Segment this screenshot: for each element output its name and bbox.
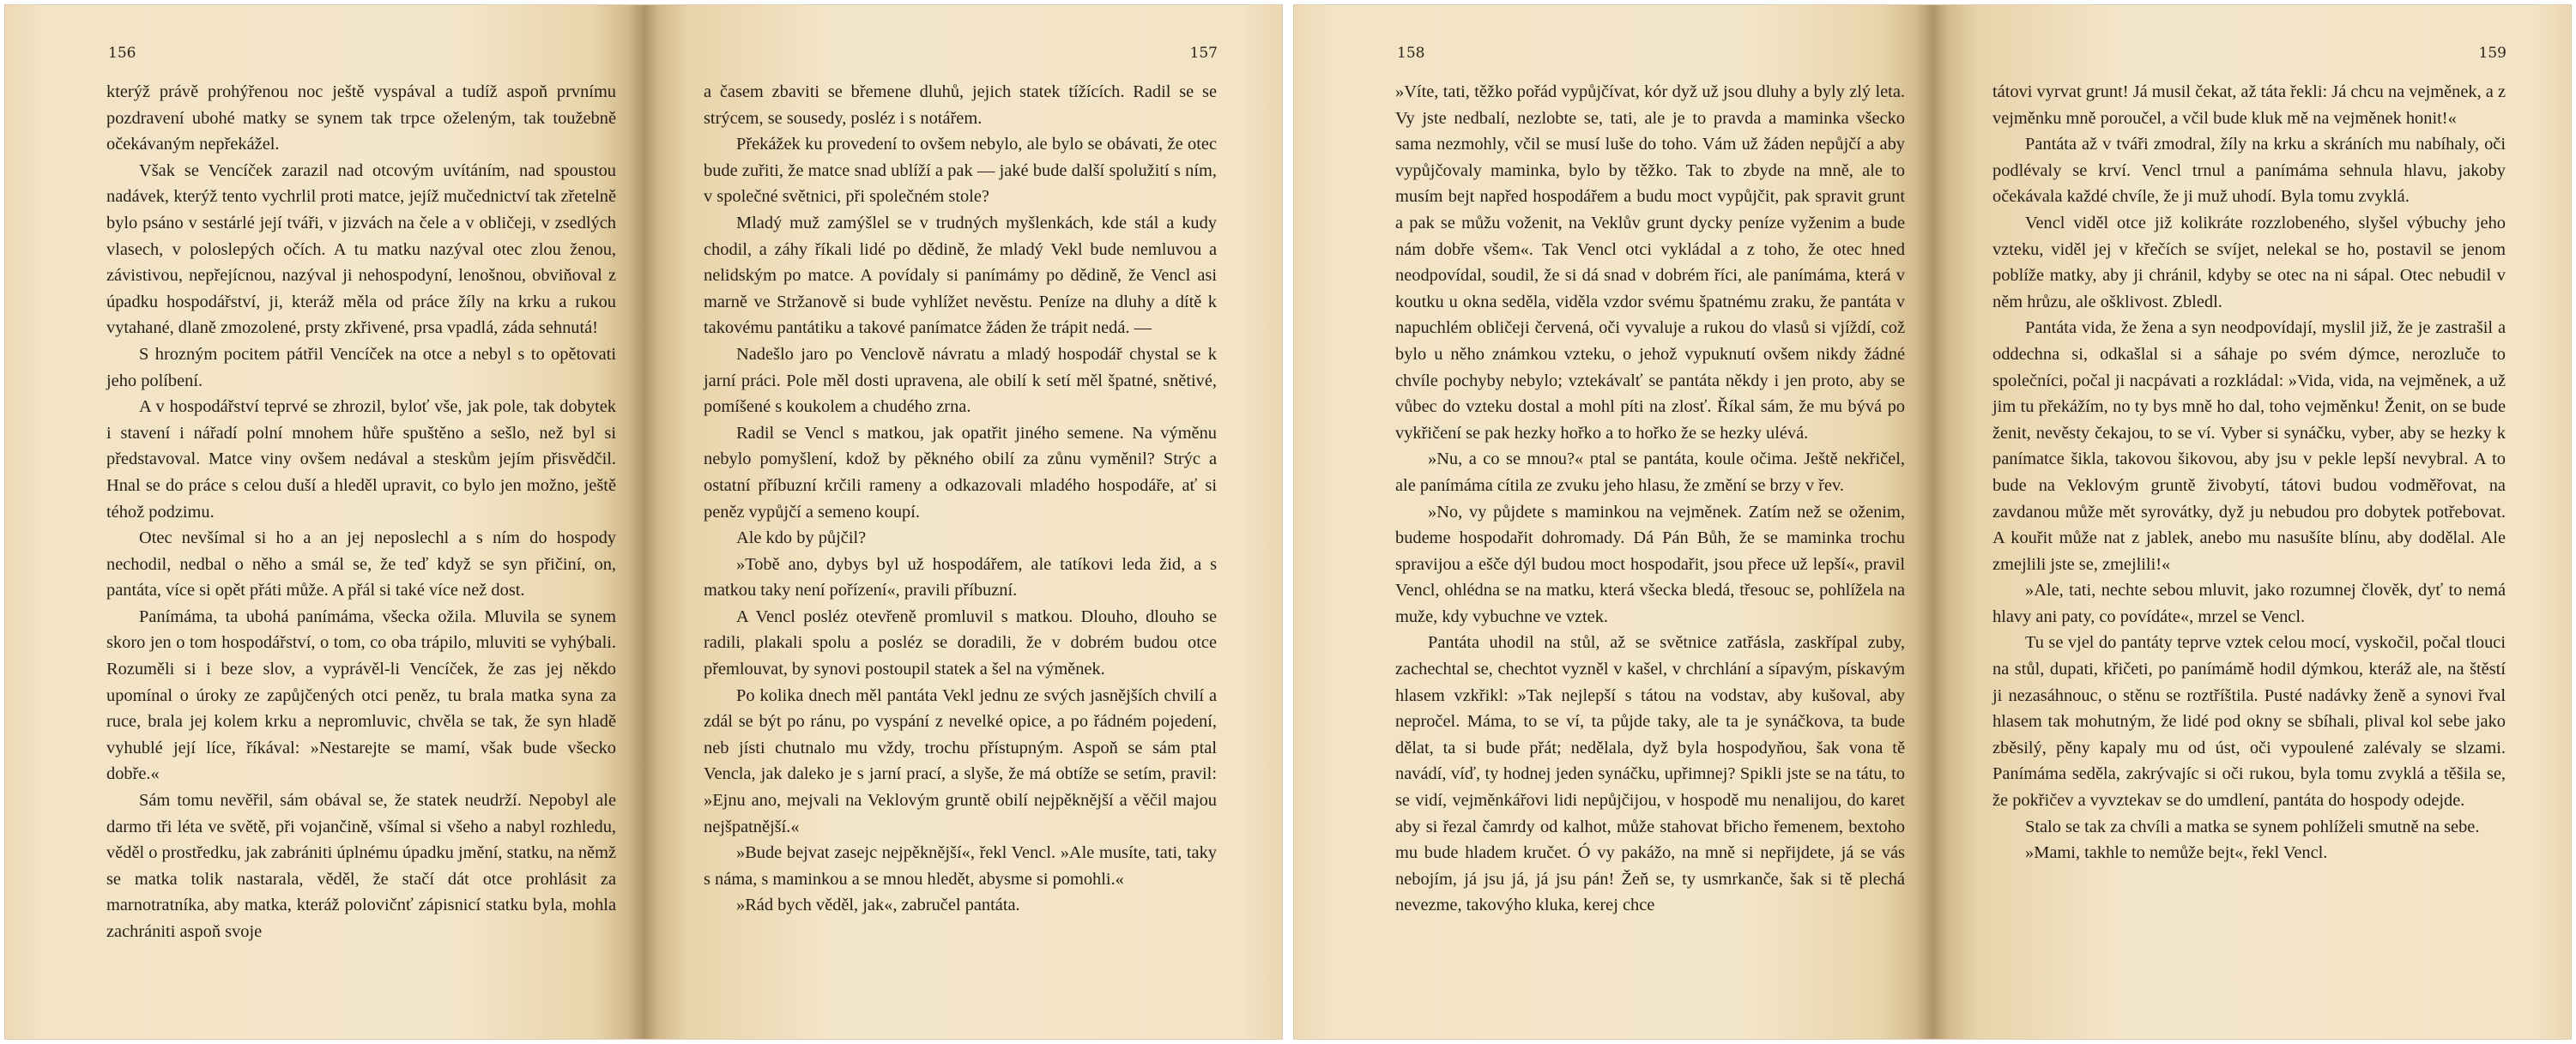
paragraph: Stalo se tak za chvíli a matka se synem pohlíželi smutně na sebe. bbox=[2025, 817, 2480, 836]
paragraph: Pantáta uhodil na stůl, až se světnice zatřásla, zaskřípal zuby, zachechtal se, chechtot vyzněl v kašel, v chrchlání a sípavým, pískavým hlasem vzkřikl: »Tak nejlepší s tátou na vodstav, aby kušoval, aby nepročel. Máma, to se ví, ta půjde taky, ale ta je synáčkova, ta bude dělat, ta si bude přát; nedělala, dyž byla hospodyňou, šak vona tě navádí, víď, ty hodnej jeden synáčku, upřimnej? Spikli jste se na tátu, to se vidí, vejměnkářovi lidi nepůjčijou, v hospodě mu nenalijou, do karet aby si řezal čamrdy od kalhot, může stahovat břicho řemenem, bextoho mu bude hladem kručet. Ó vy pakážo, na mně si nepřijdete, já se vás nebojím, já jsu já, já jsu pán! Žeň se, ty usmrkanče, šak si tě plechá nevezme, takovýho kluka, kerej chce bbox=[1395, 633, 1905, 915]
paragraph: Mladý muž zamýšlel se v trudných myšlenkách, kde stál a kudy chodil, a záhy říkali lidé po dědině, že mladý Vekl bude nemluvou a nelidským po matce. A povídaly si panímámy po dědině, že Vencl asi marně ve Stržanově si bude vyhlížet nevěstu. Peníze na dluhy a dítě k takovému pantátiku a takové panímatce žáden že trápit nedá. — bbox=[704, 213, 1217, 338]
paragraph: »Tobě ano, dybys byl už hospodářem, ale tatíkovi leda žid, a s matkou taky není pořízení«, pravili příbuzní. bbox=[704, 554, 1217, 600]
paragraph: kterýž právě prohýřenou noc ještě vyspával a tudíž aspoň prvnímu pozdravení ubohé matky se synem tak trpce oželeným, tak toužebně očekávaným nepřekážel. bbox=[106, 82, 616, 154]
paragraph: Však se Vencíček zarazil nad otcovým uvítáním, nad spoustou nadávek, kterýž tento vychrlil proti matce, jejíž mučednictví tak zřetelně bylo psáno v sestárlé její tváři, v jizvách na čele a v obličeji, v zsedlých vlasech, v poloslepých očích. A tu matku nazýval otec zlou ženou, závistivou, nepřejícnou, nazýval ji nehospodyní, lenošnou, obviňoval z úpadku hospodářství, ji, kteráž měla od práce žíly na krku a rukou vytahané, dlaně zmozolené, prsty zkřivené, prsa vpadlá, záda sehnutá! bbox=[106, 160, 616, 338]
page-158 bbox=[1294, 5, 1932, 1039]
paragraph: »Mami, takhle to nemůže bejt«, řekl Vencl. bbox=[2025, 843, 2328, 863]
book-spread-2 bbox=[1294, 5, 2571, 1039]
paragraph: »Nu, a co se mnou?« ptal se pantáta, koule očima. Ještě nekřičel, ale panímáma cítila ze zvuku jeho hlasu, že změní se brzy v řev. bbox=[1395, 450, 1905, 495]
paragraph: »Bude bejvat zasejc nejpěknější«, řekl Vencl. »Ale musíte, tati, taky s náma, s maminkou a se mnou hledět, abysme si pomohli.« bbox=[704, 843, 1217, 889]
page-number: 159 bbox=[2478, 45, 2506, 62]
paragraph: Pantáta vida, že žena a syn neodpovídají, myslil již, že je zastrašil a oddechna si, odkašlal si a sáhaje po svém dýmce, nerozluče to společníci, počal ji nacpávati a rozkládal: »Vida, vida, na vejměnek, a už jim tu překážím, no ty bys mně ho dal, toho vejměnku! Ženit, on se bude ženit, nevěsty čekajou, to se ví. Vyber si synáčku, vyber, aby se hezky k panímatce šikla, takovou šikovou, aby jsu v pekle lepší nevybral. A to bude na Veklovým gruntě živobytí, tátovi budou vodměřovat, na zavdanou může mět syrovátky, dyž ju nebudou pro dobytek potřebovat. A kouřit může nat z jablek, anebo mu nasušíte blínu, aby dodělal. Ale zmejlili jste se, zmejlili!« bbox=[1992, 318, 2506, 574]
paragraph: Otec nevšímal si ho a an jej neposlechl a s ním do hospody nechodil, nedbal o něho a smál se, že teď když se syn přičiní, on, pantáta, více si opět přáti může. A přál si také více než dost. bbox=[106, 528, 616, 600]
page-text bbox=[106, 79, 616, 945]
paragraph: S hrozným pocitem pátřil Vencíček na otce a nebyl s to opětovati jeho políbení. bbox=[106, 344, 616, 390]
page-text bbox=[1395, 79, 1905, 919]
book-spread-1 bbox=[5, 5, 1282, 1039]
paragraph: Pantáta až v tváři zmodral, žíly na krku a skráních mu nabíhaly, oči podlévaly se krví. Vencl trnul a panímáma sehnula hlavu, jakoby očekávala každé chvíle, že ji muž uhodí. Byla tomu zvyklá. bbox=[1992, 135, 2506, 207]
page-text bbox=[704, 79, 1217, 919]
paragraph: a časem zbaviti se břemene dluhů, jejich statek tížících. Radil se se strýcem, se sousedy, posléz i s notářem. bbox=[704, 82, 1217, 128]
page-number: 157 bbox=[1189, 45, 1218, 62]
paragraph: »No, vy půjdete s maminkou na vejměnek. Zatím než se oženim, budeme hospodařit dohromady. Dá Pán Bůh, že se maminka trochu spravijou a ešče dýl budou moct hospodařit, jsou přece už lepší«, pravil Vencl, ohlédna se na matku, která všecka bledá, třesouc se, pohlížela na muže, kdy vybuchne ve vztek. bbox=[1395, 502, 1905, 626]
paragraph: »Rád bych věděl, jak«, zabručel pantáta. bbox=[736, 896, 1020, 915]
paragraph: Sám tomu nevěřil, sám obával se, že statek neudrží. Nepobyl ale darmo tři léta ve světě, při vojančině, všímal si všeho a nabyl rozhledu, věděl o prostředku, jak zabrániti úplnému úpadku jmění, statku, na němž se matka tolik nastarala, věděl, že stačí dát otce prohlásit za marnotratníka, aby matka, kteráž polovičnť zápisnicí statku byla, mohla zachrániti aspoň svoje bbox=[106, 791, 616, 941]
paragraph: Nadešlo jaro po Venclově návratu a mladý hospodář chystal se k jarní práci. Pole měl dosti upravena, ale obilí k setí měl špatné, snětivé, pomíšené s koukolem a chudého zrna. bbox=[704, 344, 1217, 417]
paragraph: Vencl viděl otce již kolikráte rozzlobeného, slyšel výbuchy jeho vzteku, viděl jej v křečích se svíjet, nelekal se ho, postavil se jenom poblíže matky, aby ji chránil, kdyby se otec na ni sápal. Otec nebudil v něm hrůzu, ale ošklivost. Zbledl. bbox=[1992, 213, 2506, 311]
paragraph: Tu se vjel do pantáty teprve vztek celou mocí, vyskočil, počal tlouci na stůl, dupati, křičeti, po panímámě hodil dýmkou, kteráž ale, na štěstí ji nezasáhnouc, o stěnu se roztříštila. Pusté nadávky ženě a synovi řval hlasem tak mohutným, že lidé pod okny se sbíhali, plival kol sebe jako zběsilý, pěny kapaly mu od úst, oči vypoulené zalévaly se slzami. Panímáma seděla, zakrývajíc si oči rukou, byla tomu zvyklá a těšila se, že pokřičev a vyvztekav se do umdlení, pantáta do hospody odejde. bbox=[1992, 633, 2506, 811]
page-number: 156 bbox=[108, 45, 136, 62]
spine-shadow bbox=[628, 5, 644, 1039]
page-157 bbox=[644, 5, 1282, 1039]
spine-shadow bbox=[1932, 5, 1948, 1039]
paragraph: A v hospodářství teprvé se zhrozil, byloť vše, jak pole, tak dobytek i stavení i nářadí polní mnohem hůře spuštěno a sešlo, než byl si představoval. Matce viny ovšem nedával a steskům jejím přisvědčil. Hnal se do práce s celou duší a hleděl upravit, co bylo jen možno, ještě téhož podzimu. bbox=[106, 397, 616, 522]
page-159 bbox=[1932, 5, 2571, 1039]
spine-shadow bbox=[1917, 5, 1932, 1039]
paragraph: A Vencl posléz otevřeně promluvil s matkou. Dlouho, dlouho se radili, plakali spolu a posléz se doradili, že v dobrém budou otce přemlouvat, by synovi postoupil statek a šel na výměnek. bbox=[704, 606, 1217, 679]
paragraph: Po kolika dnech měl pantáta Vekl jednu ze svých jasnějších chvilí a zdál se být po ránu, po vyspání z nevelké opice, a po řádném pojedení, neb jísti chutnalo mu vždy, trochu přístupným. Aspoň se sám ptal Vencla, jak daleko je s jarní prací, a slyše, že má obtíže se setím, pravil: »Ejnu ano, mejvali na Veklovým gruntě obilí nejpěknější a věčil majou nejšpatnější.« bbox=[704, 685, 1217, 836]
paragraph: »Víte, tati, těžko pořád vypůjčívat, kór dyž už jsou dluhy a byly zlý leta. Vy jste nedbalí, nezlobte se, tati, ale je to pravda a maminka všecko sama nezmohly, včil se musí luše do toho. Vám už žáden nepůjčí a aby vypůjčovaly maminka, bylo by těžko. Tak to zbyde na mně, ale to musím bejt napřed hospodářem a budu moct vypůjčit, pak spravit grunt a pak se můžu voženit, na Veklův grunt dycky peníze vyženim a bude nám dobře všem«. Tak Vencl otci vykládal a z toho, že otec hned neodpovídal, soudil, že si dá snad v dobrém říci, ale panímáma, která v koutku u okna seděla, viděla vzdor svému špatnému zraku, že pantáta v napuchlém obličeji červená, oči vyvaluje a rukou do vlasů si vjíždí, což bylo u něho známkou vzteku, o jehož vypuknutí ovšem nikdy žádné chvíle pochyby nebylo; vztekávalť se pantáta někdy i jen proto, aby se vůbec do vzteku dostal a mohl píti na zlosť. Říkal sám, že mu bývá po vykřičení se pak hezky hořko a to hořko že se hezky ulévá. bbox=[1395, 82, 1905, 443]
page-text bbox=[1992, 79, 2506, 866]
paragraph: »Ale, tati, nechte sebou mluvit, jako rozumnej člověk, dyť to nemá hlavy ani paty, co povídáte«, mrzel se Vencl. bbox=[1992, 581, 2506, 626]
paragraph: Panímáma, ta ubohá panímáma, všecka ožila. Mluvila se synem skoro jen o tom hospodářství, o tom, co oba trápilo, mluviti se vyhýbali. Rozuměli si i beze slov, a vyprávěl-li Vencíček, že zas jej někdo upomínal o úroky ze zapůjčených otci peněz, tu brala matka syna za ruce, brala jej kolem krku a nepromluvic, chvěla se tak, že syn hladě vyhublé její líce, říkával: »Nestarejte se mamí, však bude všecko dobře.« bbox=[106, 606, 616, 784]
paragraph: Ale kdo by půjčil? bbox=[736, 528, 867, 548]
paragraph: tátovi vyrvat grunt! Já musil čekat, až táta řekli: Já chcu na vejměnek, a z vejměnku mně poroučel, a včil bude kluk mě na vejměnek honit!« bbox=[1992, 82, 2506, 128]
page-number: 158 bbox=[1397, 45, 1425, 62]
paragraph: Radil se Vencl s matkou, jak opatřit jiného semene. Na výměnu nebylo pomyšlení, kdož by pěkného obilí za zůnu vyměnil? Strýc a ostatní příbuzní krčili rameny a odkazovali mladého hospodáře, ať si peněz vypůjčí a semeno koupí. bbox=[704, 423, 1217, 522]
paragraph: Překážek ku provedení to ovšem nebylo, ale bylo se obávati, že otec bude zuřiti, že matce snad ublíží a pak — jaké bude další spolužití s ním, v společné světnici, při společném stole? bbox=[704, 135, 1217, 207]
page-156 bbox=[5, 5, 644, 1039]
spine-shadow bbox=[644, 5, 659, 1039]
